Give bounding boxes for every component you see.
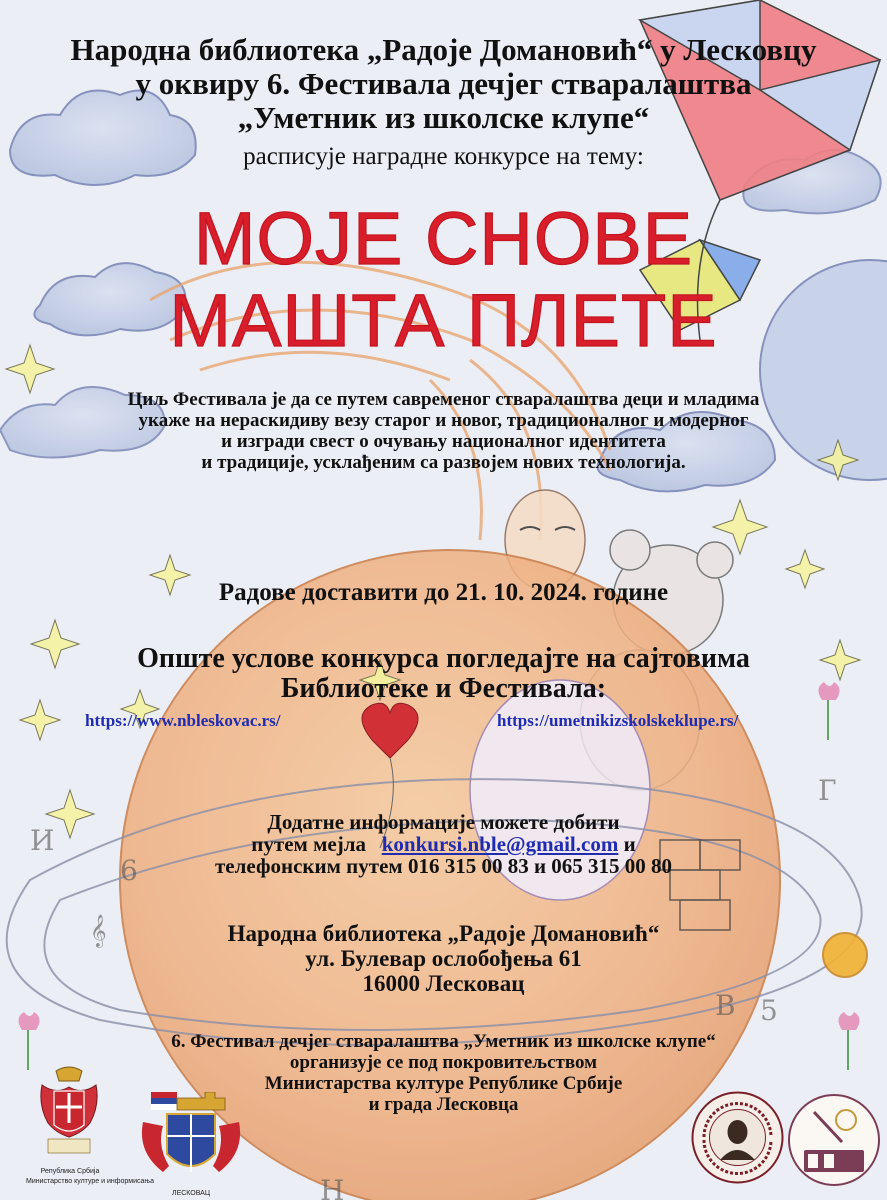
serbia-coat-of-arms-logo [38, 1065, 100, 1165]
header-announce: расписује наградне конкурсе на тему: [243, 143, 644, 170]
festival-seal-logo [786, 1090, 882, 1190]
patronage-line1: 6. Фестивал дечјег стваралаштва „Уметник из школске клупе“ [171, 1031, 716, 1052]
contact-line2 [0, 833, 887, 855]
goal-line1: Циљ Фестивала је да се путем савременог стваралаштва деци и младима [127, 389, 760, 410]
svg-text:И: И [30, 824, 55, 857]
patronage-line2: организује се под покровитељством [289, 1052, 598, 1073]
deadline: Радове доставити до 21. 10. 2024. године [218, 579, 669, 606]
svg-text:Г: Г [818, 774, 837, 807]
patronage-line3: Министарства културе Републике Србије [264, 1073, 623, 1094]
conditions-line2: Библиотеке и Фестивала: [280, 673, 607, 704]
contact-line2-suffix: и [623, 832, 636, 856]
address-line2: ул. Булевар ослобођења 61 [305, 946, 582, 971]
library-website-link[interactable]: https://www.nbleskovac.rs/ [85, 711, 281, 730]
svg-text:5: 5 [760, 994, 778, 1027]
svg-text:6: 6 [120, 854, 138, 887]
theme-title-line1: МОЈЕ СНОВЕ [193, 197, 694, 280]
library-seal-logo [690, 1090, 785, 1185]
goal-line2: укаже на нераскидиву везу старог и новог, традиционалног и модерног [138, 410, 749, 431]
header-line3: „Уметник из школске клупе“ [237, 100, 650, 135]
svg-text:В: В [715, 989, 736, 1022]
serbia-caption-line2: Министарство културе и информисања [26, 1178, 154, 1185]
theme-title-line2: МАШТА ПЛЕТЕ [169, 279, 718, 362]
conditions-line1: Опште услове конкурса погледајте на сајтовима [137, 643, 750, 674]
contact-email-link[interactable]: konkursi.nble@gmail.com [381, 832, 619, 856]
goal-line4: и традиције, усклађеним са развојем нових технологија. [201, 452, 686, 473]
serbia-caption-line1: Република Србија [40, 1168, 100, 1175]
address-line3: 16000 Лесковац [362, 971, 525, 996]
svg-text:𝄞: 𝄞 [90, 914, 107, 947]
contact-line2-prefix: путем мејла [251, 832, 366, 856]
contact-line1: Додатне информације можете добити [267, 810, 620, 834]
address-line1: Народна библиотека „Радоје Домановић“ [227, 921, 660, 946]
goal-line3: и изгради свест о очувању националног идентитета [221, 431, 666, 452]
svg-text:Н: Н [320, 1174, 345, 1200]
festival-website-link[interactable]: https://umetnikizskolskeklupe.rs/ [497, 711, 739, 730]
leskovac-caption: ЛЕСКОВАЦ [171, 1190, 211, 1197]
header-line1: Народна библиотека „Радоје Домановић“ у Лесковцу [70, 32, 817, 67]
header-line2: у оквиру 6. Фестивала дечјег стваралаштва [135, 66, 752, 101]
patronage-line4: и града Лесковца [368, 1094, 519, 1115]
leskovac-coat-of-arms-logo [137, 1092, 245, 1190]
contact-phone-line: телефонским путем 016 315 00 83 и 065 315 00 80 [214, 854, 673, 878]
